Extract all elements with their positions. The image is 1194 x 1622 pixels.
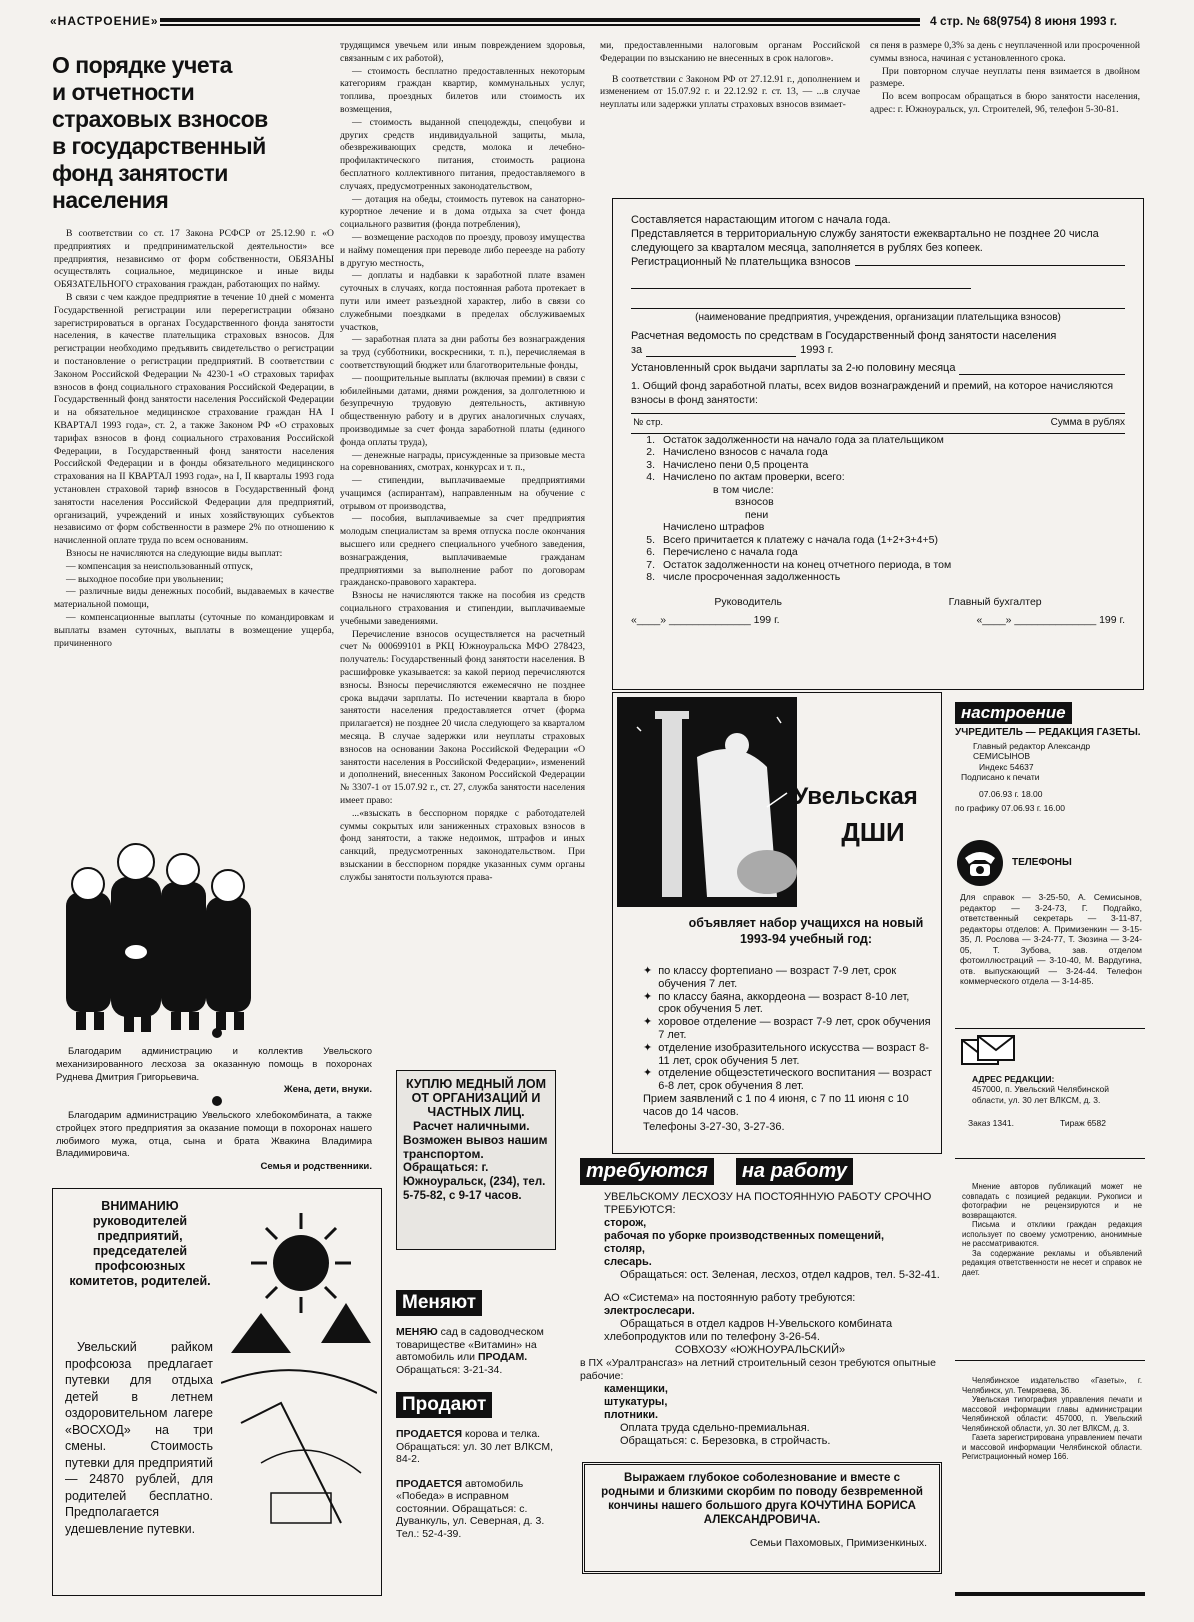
- za-label: за: [631, 344, 643, 356]
- order-number: Заказ 1341.: [968, 1118, 1014, 1128]
- school-class-text: по классу баяна, аккордеона — возраст 8-10 лет, срок обучения 5 лет.: [658, 990, 910, 1016]
- form-rows: [631, 434, 1125, 584]
- condolence-text: Выражаем глубокое соболезнование и вместе с родными и близкими скорбим по поводу безвременной кончины нашего большого друга КОЧУТИНА БОРИСА АЛЕКСАНДРОВИЧА.: [601, 1472, 923, 1526]
- masthead-logo: настроение: [955, 702, 1072, 724]
- paragraph: — компенсация за неиспользованный отпуск,: [66, 560, 253, 572]
- item1: 1. Общий фонд заработной платы, всех видов вознаграждений и премий, на которое начисляются взносы в фонд занятости:: [631, 380, 1114, 406]
- job-position: сторож,: [604, 1217, 647, 1229]
- headline-line: и отчетности: [52, 79, 195, 105]
- form-line: [631, 269, 971, 289]
- paragraph: — стоимость бесплатно предоставленных некоторым категориям граждан квартир, коммунальных услуг, топлива, проездных билетов или стоимость их возмещения,: [340, 65, 585, 115]
- copper-line: Возможен вывоз нашим транспортом.: [403, 1133, 548, 1161]
- paragraph: Взносы не начисляются на следующие виды выплат:: [66, 547, 283, 559]
- jobs-section: [580, 1158, 940, 1448]
- school-intake: Прием заявлений с 1 по 4 июня, с 7 по 11 июня с 10 часов до 14 часов.: [643, 1093, 909, 1118]
- star-icon: ✦: [643, 1067, 653, 1080]
- sale-text: автомобиль «Победа» в исправном состоянии. Обращаться: с. Дуванкуль, ул. Северная, д. 3. Тел.: 52-4-39.: [396, 1477, 545, 1540]
- issue-info: 4 стр. № 68(9754) 8 июня 1993 г.: [930, 14, 1118, 28]
- job-list: [580, 1305, 940, 1318]
- school-class-item: [643, 991, 933, 1017]
- people-illustration: [56, 822, 266, 1034]
- row-label: Всего причитается к платежу с начала года (1+2+3+4+5): [663, 533, 938, 546]
- paragraph: — компенсационные выплаты (суточные по командировкам и выплаты взамен суточных, выплаты в возмещение ущерба, причиненного: [54, 611, 334, 649]
- paragraph: — дотация на обеды, стоимость путевок на санаторно-курортное лечение и в дома отдыха за счет фонда социального развития (фонда потребления),: [340, 193, 585, 231]
- form-row: [631, 459, 1125, 472]
- paragraph: В связи с чем каждое предприятие в течение 10 дней с момента Государственной регистрации или перерегистрации обязано зарегистрироваться в органах Государственного фонда занятости населения, в качестве плательщика страховых взносов. Для регистрации необходимо предъявить свидетельство о регистрации и постановление о регистрации предприятий. В соответствии с Законом Российской Федерации № 4230-1 «О страховых тарифах взносов в фонд социального страхования Российской Федерации, в Государственный фонд занятости населения Российской Федерации и на обязательное медицинское страхование граждан НА I КВАРТАЛ 1993 года», ст. 2, а также Законом РФ «О страховых тарифах взносов в фонд социального страхования Российской Федерации, в Государственный фонд занятости населения Российской Федерации и в фонды обязательного медицинского страхования на II КВАРТАЛ 1993 года», на I, II кварталы 1993 года установлен страховой тариф взносов в Государственный фонд занятости населения Российской Федерации для предприятий, организаций, учреждений и иных хозяйствующих субъектов независимо от форм собственности в размере 2% по отношению к начисленной оплате труда по всем основаниям.: [54, 291, 334, 547]
- condolence-box: [582, 1462, 942, 1574]
- index: Индекс 54637: [979, 761, 1034, 772]
- article-column-3: [600, 40, 860, 190]
- row-number: [631, 496, 663, 509]
- row-number: 1.: [646, 433, 655, 446]
- period-field: [646, 343, 796, 357]
- row-label: взносов: [735, 496, 774, 508]
- job-contact: Обращаться: ост. Зеленая, лесхоз, отдел кадров, тел. 5-32-41.: [620, 1269, 940, 1281]
- col-no-header: № стр.: [633, 417, 663, 428]
- paragraph: — пособия, выплачиваемые за счет предприятия молодым специалистам за время отпуска после окончания высшего или среднего специального учебного заведения, вознаграждения, выплачиваемые гражданам предприятиями за выполнение работ по договорам гражданско-правового характера.: [340, 513, 585, 589]
- accountant-label: Главный бухгалтер: [948, 595, 1042, 608]
- paragraph: — возмещение расходов по проезду, провозу имущества и найму помещения при переводе либо переезде на работу в другую местность,: [340, 231, 585, 269]
- thanks-2: [56, 1110, 372, 1174]
- row-label: Начислено взносов с начала года: [663, 446, 828, 458]
- publisher-paragraph: Челябинское издательство «Газеты», г. Челябинск, ул. Темрязева, 36.: [962, 1376, 1142, 1395]
- paragraph: — доплаты и надбавки к заработной плате взамен суточных в случаях, когда постоянная работа протекает в пути или имеет разъездной характер, либо в связи со служебными поездками в пределах обслуживаемых участков,: [340, 270, 585, 333]
- job-header: СОВХОЗУ «ЮЖНОУРАЛЬСКИЙ»: [674, 1344, 846, 1356]
- row-number: 2.: [646, 446, 655, 458]
- job-position: каменщики,: [604, 1383, 668, 1395]
- copper-line: Обращаться: г. Южноуральск, (234), тел. 5-75-82, с 9-17 часов.: [403, 1162, 546, 1202]
- copper-head: КУПЛЮ МЕДНЫЙ ЛОМ ОТ ОРГАНИЗАЦИЙ И ЧАСТНЫХ ЛИЦ.: [405, 1077, 547, 1119]
- publisher-paragraph: Увельская типография управления печати и массовой информации главы администрации Челябинской области: 457000, п. Увельский Челябинской области, ул. 30 лет ВЛКСМ, д. 3.: [962, 1395, 1142, 1433]
- exchange-item: [396, 1326, 556, 1376]
- form-row: [631, 471, 1125, 484]
- header-rule: [160, 18, 920, 26]
- circulation: Тираж 6582: [1060, 1118, 1106, 1128]
- paragraph: — денежные награды, присужденные за призовые места на соревнованиях, смотрах, конкурсах и т. п.,: [340, 449, 585, 474]
- headline-line: фонд занятости: [52, 160, 228, 186]
- form-row: [631, 521, 1125, 534]
- article-headline: [52, 52, 312, 214]
- job-contact: Обращаться в отдел кадров Н-Увельского комбината хлебопродуктов или по телефону 3-26-54.: [604, 1318, 893, 1343]
- row-label: числе просроченная задолженность: [663, 571, 841, 583]
- year-label: 1993 г.: [800, 344, 834, 356]
- school-class-text: хоровое отделение — возраст 7-9 лет, срок обучения 7 лет.: [658, 1016, 931, 1041]
- reg-field: [855, 255, 1125, 266]
- schedule: по графику 07.06.93 г. 16.00: [955, 803, 1065, 813]
- thanks-sign: Жена, дети, внуки.: [283, 1084, 372, 1096]
- sale-item: [396, 1428, 556, 1466]
- sale-lead: ПРОДАЕТСЯ: [396, 1477, 463, 1490]
- camp-ad: [52, 1188, 382, 1596]
- form-row: [631, 559, 1125, 572]
- phones-title: ТЕЛЕФОНЫ: [1012, 857, 1072, 868]
- sale-text: корова и телка. Обращаться: ул. 30 лет ВЛКСМ, 84-2.: [396, 1428, 553, 1465]
- paragraph: При повторном случае неуплаты пеня взимается в двойном размере.: [870, 65, 1140, 90]
- paragraph: — стоимость выданной спецодежды, спецобуви и других средств индивидуальной защиты, мыла, обезвреживающих средств, молока и лечебно-профилактического питания, стоимость рациона бесплатного коллективного питания, предоставляемого в случаях, предусмотренных законодательством,: [340, 116, 585, 192]
- head-label: Руководитель: [714, 595, 782, 608]
- row-label: Перечислено с начала года: [663, 546, 798, 558]
- star-icon: ✦: [643, 1041, 653, 1054]
- paragraph: В соответствии с Законом РФ от 27.12.91 г., дополнением и изменением от 15.07.92 г. и 22.12.92 г. ст. 13, — ...в случае неуплаты или задержки уплаты страховых взносов взимает-: [600, 73, 860, 111]
- thanks-text: Благодарим администрацию и коллектив Увельского механизированного лесхоза за оказанную помощь в похоронах Руднева Дмитрия Григорьевича.: [56, 1046, 372, 1083]
- sale-item: [396, 1478, 556, 1541]
- headline-line: О порядке учета: [52, 52, 232, 78]
- job-list: [580, 1217, 940, 1269]
- school-title: ДШИ: [841, 817, 905, 847]
- exchange-text: сад в садоводческом товариществе «Витамин» на автомобиль или: [396, 1326, 544, 1363]
- star-icon: ✦: [643, 990, 653, 1003]
- reg-label: Регистрационный № плательщика взносов: [631, 256, 851, 268]
- paragraph: — заработная плата за дни работы без вознаграждения за труд (субботники, воскресники, т. п.), перечисляемая в соответствующий бюджет или благотворительные фонды,: [340, 334, 585, 371]
- sale-heading: Продают: [396, 1392, 492, 1418]
- headline-line: в государственный: [52, 133, 266, 159]
- jobs-banner: требуются: [580, 1158, 714, 1185]
- row-label: Начислено пени 0,5 процента: [663, 458, 809, 471]
- bullet-dot: [212, 1028, 222, 1038]
- statement: Расчетная ведомость по средствам в Государственный фонд занятости населения: [631, 330, 1057, 342]
- school-ad: [612, 692, 942, 1154]
- star-icon: ✦: [643, 1016, 653, 1029]
- exchange-lead: МЕНЯЮ: [396, 1326, 438, 1338]
- school-class-text: отделение изобразительного искусства — возраст 8-11 лет, срок обучения 5 лет.: [658, 1041, 929, 1067]
- job-list: [580, 1383, 940, 1422]
- row-number: [631, 484, 663, 497]
- deadline-field: [959, 361, 1125, 375]
- paragraph: ся пеня в размере 0,3% за день с неуплаченной или просроченной суммы взноса, начиная с установленного срока.: [870, 40, 1140, 64]
- job-sub: в ПХ «Уралтрансгаз» на летний строительный сезон требуются опытные рабочие:: [580, 1357, 936, 1382]
- form-intro: Представляется в территориальную службу занятости ежеквартально не позднее 20 числа следующего за кварталом месяца, заполняется в рублях без копеек.: [631, 228, 1099, 254]
- form-row: [631, 446, 1125, 459]
- exchange-contact: Обращаться: 3-21-34.: [396, 1363, 503, 1376]
- exchange-bold: ПРОДАМ.: [477, 1351, 528, 1363]
- row-number: 5.: [646, 533, 655, 546]
- masthead: [955, 702, 1145, 814]
- form-row: [631, 509, 1125, 522]
- thanks-sign: Семья и родственники.: [260, 1161, 372, 1173]
- copper-ad: [396, 1070, 556, 1250]
- signed-date: 07.06.93 г. 18.00: [979, 788, 1043, 799]
- job-position: рабочая по уборке производственных помещений,: [604, 1230, 885, 1242]
- deadline-label: Установленный срок выдачи зарплаты за 2-ю половину месяца: [631, 362, 956, 374]
- job-header: АО «Система» на постоянную работу требуются:: [604, 1292, 856, 1304]
- headline-line: страховых взносов: [52, 106, 268, 132]
- star-icon: ✦: [643, 965, 653, 977]
- job-header: УВЕЛЬСКОМУ ЛЕСХОЗУ НА ПОСТОЯННУЮ РАБОТУ СРОЧНО ТРЕБУЮТСЯ:: [604, 1191, 932, 1216]
- form-line: [631, 289, 1125, 309]
- condolence-sign: Семьи Пахомовых, Примизенкиных.: [749, 1537, 927, 1549]
- row-label: Остаток задолженности на конец отчетного периода, в том: [663, 558, 952, 571]
- camp-body: Увельский райком профсоюза предлагает путевки для отдыха детей в летнем оздоровительном лагере «ВОСХОД» на три смены. Стоимость путевки для предприятий — 24870 рублей, для родителей бесплатно. Предполагается удешевление путевки.: [65, 1340, 213, 1536]
- paragraph: В соответствии со ст. 17 Закона РСФСР от 25.12.90 г. «О предприятиях и предпринимательской деятельности» все предприятия, независимо от форм собственности, ОБЯЗАНЫ осуществлять социальное, медицинское и иные виды ОБЯЗАТЕЛЬНОГО страхования граждан, работающих по найму.: [54, 228, 334, 291]
- form-row: [631, 546, 1125, 559]
- paragraph: ...«взыскать в бесспорном порядке с работодателей суммы сокрытых или заниженных страховых взносов в фонд занятости, а также недоимок, штрафов и иных санкций, предусмотренных законодательством. При взыскании в бесспорном порядке указанных сумм органы службы занятости пользуются права-: [340, 807, 585, 883]
- form-row: [631, 534, 1125, 547]
- school-class-item: [643, 1016, 933, 1042]
- publisher-info: [962, 1376, 1142, 1462]
- paragraph: ми, предоставленными налоговым органам Российской Федерации по взысканию не внесенных в срок налогов».: [600, 40, 860, 64]
- row-number: 3.: [646, 458, 655, 471]
- editor: Главный редактор Александр СЕМИСЫНОВ: [973, 740, 1091, 761]
- form-row: [631, 571, 1125, 584]
- form-intro: Составляется нарастающим итогом с начала года.: [631, 214, 891, 226]
- publisher-paragraph: Газета зарегистрирована управлением печати и массовой информации Челябинской области. Регистрационный номер 166.: [962, 1433, 1142, 1461]
- article-column-1: [54, 228, 334, 828]
- exchange-section: [396, 1290, 556, 1540]
- paragraph: — стипендии, выплачиваемые предприятиями учащимся (аспирантам), направленным на обучение с отрывом от производства,: [340, 475, 585, 512]
- school-phones: Телефоны 3-27-30, 3-27-36.: [643, 1121, 785, 1133]
- school-class-item: [643, 1067, 933, 1093]
- disclaimer: [962, 1182, 1142, 1277]
- col-sum-header: Сумма в рублях: [1050, 417, 1125, 428]
- disclaimer-paragraph: За содержание рекламы и объявлений редакция ответственности не несет и справок не дает.: [962, 1248, 1142, 1277]
- sign-date: «____» ______________ 199 г.: [976, 614, 1125, 626]
- paragraph: — выходное пособие при увольнении;: [66, 573, 224, 585]
- job-position: электрослесари.: [604, 1305, 695, 1317]
- row-number: 8.: [646, 571, 655, 583]
- headline-line: населения: [52, 187, 169, 213]
- row-number: 7.: [646, 558, 655, 571]
- sign-date: «____» ______________ 199 г.: [631, 614, 780, 626]
- paragraph: — поощрительные выплаты (включая премии) в связи с юбилейными датами, днями рождения, за долголетнюю и безупречную трудовую деятельность, активную общественную работу и в других аналогичных случаях, производимые за счет фонда заработной платы (единого фонда оплаты труда),: [340, 372, 585, 448]
- sun-illustration: [221, 1203, 377, 1533]
- bullet-dot: [212, 1096, 222, 1106]
- thanks-1: [56, 1046, 372, 1097]
- org-caption: (наименование предприятия, учреждения, организации плательщика взносов): [695, 312, 1061, 323]
- school-title: Увельская: [793, 783, 918, 810]
- disclaimer-paragraph: Мнение авторов публикаций может не совпадать с позицией редакции. Рукописи и фотографии не рецензируются и не возвращаются.: [962, 1182, 1142, 1220]
- school-class-list: [643, 965, 933, 1093]
- thanks-text: Благодарим администрацию Увельского хлебокомбината, а также стройцех этого предприятия за оказание помощи в похоронах нашего любимого мужа, отца, сына и брата Жвакина Владимира Владимировича.: [56, 1110, 372, 1160]
- sale-lead: ПРОДАЕТСЯ: [396, 1428, 463, 1440]
- copper-line: Расчет наличными.: [413, 1119, 530, 1133]
- row-number: 6.: [646, 546, 655, 558]
- address: 457000, п. Увельский Челябинской области, ул. 30 лет ВЛКСМ, д. 3.: [972, 1084, 1109, 1105]
- signed: Подписано к печати: [961, 772, 1040, 782]
- job-position: штукатуры,: [604, 1396, 668, 1408]
- paragraph: По всем вопросам обращаться в бюро занятости населения, адрес: г. Южноуральск, ул. Строителей, 9б, телефон 5-30-81.: [870, 91, 1140, 115]
- job-pay: Оплата труда сдельно-премиальная.: [620, 1422, 810, 1434]
- row-label: в том числе:: [713, 483, 774, 496]
- row-number: 4.: [646, 471, 655, 483]
- school-class-item: [643, 965, 933, 991]
- paper-name: «НАСТРОЕНИЕ»: [50, 14, 159, 28]
- school-announce: объявляет набор учащихся на новый 1993-94 учебный год:: [688, 916, 924, 946]
- row-label: пени: [745, 508, 769, 521]
- paragraph: Взносы не начисляются также на пособия из средств социального страхования и стипендии, выплачиваемые учебными заведениями.: [340, 590, 585, 627]
- founder: УЧРЕДИТЕЛЬ — РЕДАКЦИЯ ГАЗЕТЫ.: [955, 727, 1141, 738]
- article-column-2: [340, 40, 585, 1040]
- exchange-heading: Меняют: [396, 1290, 482, 1316]
- article-column-4: [870, 40, 1140, 190]
- form-row: [631, 484, 1125, 497]
- job-position: слесарь.: [604, 1256, 652, 1268]
- row-number: [631, 521, 663, 534]
- school-class-text: по классу фортепиано — возраст 7-9 лет, срок обучения 7 лет.: [658, 965, 897, 990]
- muse-illustration: [617, 697, 797, 907]
- report-form: [612, 198, 1144, 690]
- paragraph: трудящимся увечьем или иным повреждением здоровья, связанным с их работой),: [340, 40, 585, 64]
- school-class-text: отделение общеэстетического воспитания — возраст 6-8 лет, срок обучения 8 лет.: [658, 1067, 932, 1093]
- form-row: [631, 434, 1125, 447]
- row-label: Начислено по актам проверки, всего:: [663, 471, 845, 483]
- phones-list: Для справок — 3-25-50, А. Семисынов, редактор — 3-24-73, Г. Подгайко, ответственный секретарь — 3-11-87, редакторы отделов: А. Примизенкин — 3-15-35, Л. Рослова — 3-24-77, Т. Зюзина — 3-24-05, Т. Зубова, зав. отделом фотоиллюстраций — 3-10-40, М. Вардугина, отв. выпускающий — 3-24-44. Телефон коммерческого отдела — 3-14-85.: [960, 892, 1142, 986]
- job-position: столяр,: [604, 1243, 645, 1255]
- row-label: Остаток задолженности на начало года за плательщиком: [663, 433, 944, 446]
- paragraph: Перечисление взносов осуществляется на расчетный счет № 000699101 в РКЦ Южноуральска МФО 278423, получатель: Государственный фонд занятости населения. В расшифровке указывается: за какой период перечисляются взносы. Взносы перечисляются ежемесячно не позднее срока выдачи зарплаты. По истечении квартала в бюро занятости населения предоставляется отчет (форма прилагается) не позднее 20 числа следующего за кварталом месяца. В случае задержки или неуплаты страховых взносов на основании Закона Российской Федерации «О занятости населения в Российской Федерации», изменений и дополнений, внесенных Законом Российской Федерации № 3307-1 от 15.07.92 г., ст. 27, служба занятости населения имеет право:: [340, 628, 585, 807]
- school-class-item: [643, 1042, 933, 1068]
- row-label: Начислено штрафов: [663, 521, 765, 533]
- form-row: [631, 496, 1125, 509]
- paragraph: — различные виды денежных пособий, выдаваемых в качестве материальной помощи,: [54, 586, 334, 611]
- row-number: [631, 509, 663, 522]
- camp-title: ВНИМАНИЮ руководителей предприятий, председателей профсоюзных комитетов, родителей.: [69, 1199, 211, 1288]
- envelope-icon: [960, 1034, 1016, 1070]
- jobs-banner: на работу: [736, 1158, 853, 1185]
- telephone-icon: [955, 838, 1005, 888]
- job-position: плотники.: [604, 1409, 659, 1421]
- disclaimer-paragraph: Письма и отклики граждан редакция использует по своему усмотрению, анонимные не рассматриваются.: [962, 1220, 1142, 1248]
- job-contact: Обращаться: с. Березовка, в стройчасть.: [620, 1435, 831, 1447]
- address-title: АДРЕС РЕДАКЦИИ:: [972, 1074, 1055, 1084]
